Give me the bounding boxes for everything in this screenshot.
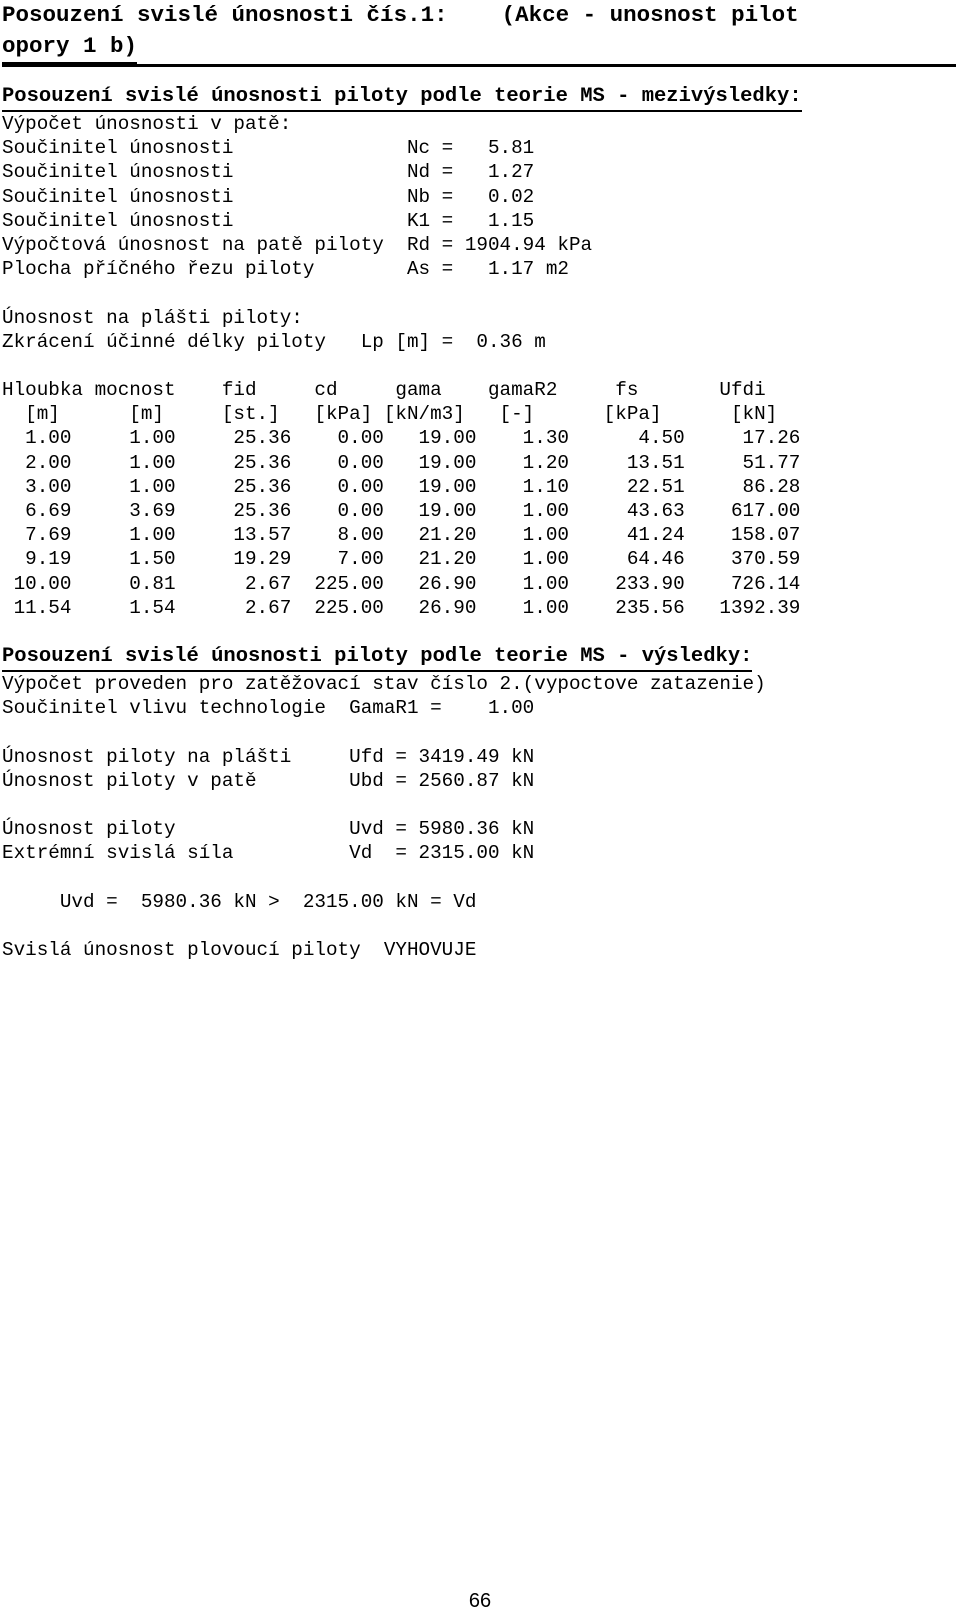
spacer (2, 354, 802, 378)
tip-line-nb: Součinitel únosnosti Nb = 0.02 (2, 185, 535, 208)
table-row: 7.69 1.00 13.57 8.00 21.20 1.00 41.24 158.07 (2, 524, 801, 547)
table-row: 3.00 1.00 25.36 0.00 19.00 1.10 22.51 86.28 (2, 475, 801, 498)
table-row: 6.69 3.69 25.36 0.00 19.00 1.00 43.63 617.00 (2, 500, 801, 522)
table-row: 9.19 1.50 19.29 7.00 21.20 1.00 64.46 370.59 (2, 548, 801, 571)
tip-capacity-line: Únosnost piloty v patě Ubd = 2560.87 kN (2, 769, 535, 792)
table-header-units: [m] [m] [st.] [kPa] [kN/m3] [-] [kPa] [kN] (2, 403, 778, 426)
shaft-capacity-line: Únosnost piloty na plášti Ufd = 3419.49 kN (2, 745, 535, 768)
extreme-force-line: Extrémní svislá síla Vd = 2315.00 kN (2, 842, 535, 865)
spacer (2, 914, 802, 938)
spacer (2, 721, 802, 745)
table-row: 11.54 1.54 2.67 225.00 26.90 1.00 235.56 1392.39 (2, 596, 801, 619)
spacer (2, 620, 802, 644)
title-line-1: Posouzení svislé únosnosti čís.1: (Akce - unosnost pilot (2, 2, 799, 28)
page-number: 66 (468, 1590, 492, 1612)
final-results-heading: Posouzení svislé únosnosti piloty podle teorie MS - výsledky: (2, 644, 752, 672)
spacer (2, 281, 802, 305)
spacer (2, 793, 802, 817)
pile-capacity-line: Únosnost piloty Uvd = 5980.36 kN (2, 818, 535, 841)
table-row: 2.00 1.00 25.36 0.00 19.00 1.20 13.51 51.77 (2, 451, 801, 474)
tip-line-nc: Součinitel únosnosti Nc = 5.81 (2, 137, 535, 160)
table-header-names: Hloubka mocnost fid cd gama gamaR2 fs Ufdi (2, 379, 766, 402)
intermediate-results-heading: Posouzení svislé únosnosti piloty podle teorie MS - mezivýsledky: (2, 84, 802, 112)
title-line-2: opory 1 b) (2, 31, 137, 64)
comparison-line: Uvd = 5980.36 kN > 2315.00 kN = Vd (2, 890, 477, 913)
technology-factor-line: Součinitel vlivu technologie GamaR1 = 1.00 (2, 697, 535, 720)
tip-line-nd: Součinitel únosnosti Nd = 1.27 (2, 161, 535, 184)
shaft-length-line: Zkrácení účinné délky piloty Lp [m] = 0.36 m (2, 330, 546, 353)
shaft-capacity-title: Únosnost na plášti piloty: (2, 306, 303, 329)
load-case-line: Výpočet proveden pro zatěžovací stav číslo 2.(vypoctove zatazenie) (2, 673, 766, 696)
table-row: 10.00 0.81 2.67 225.00 26.90 1.00 233.90 726.14 (2, 572, 801, 595)
layer-table (2, 378, 802, 620)
tip-capacity-title: Výpočet únosnosti v patě: (2, 113, 292, 135)
spacer (2, 866, 802, 890)
table-row: 1.00 1.00 25.36 0.00 19.00 1.30 4.50 17.26 (2, 427, 801, 450)
tip-line-as: Plocha příčného řezu piloty As = 1.17 m2 (2, 258, 569, 281)
verdict-line: Svislá únosnost plovoucí piloty VYHOVUJE (2, 939, 477, 962)
tip-line-rd: Výpočtová únosnost na patě piloty Rd = 1904.94 kPa (2, 233, 593, 256)
report-body (2, 84, 802, 962)
document-title (2, 0, 956, 67)
tip-line-k1: Součinitel únosnosti K1 = 1.15 (2, 209, 535, 232)
